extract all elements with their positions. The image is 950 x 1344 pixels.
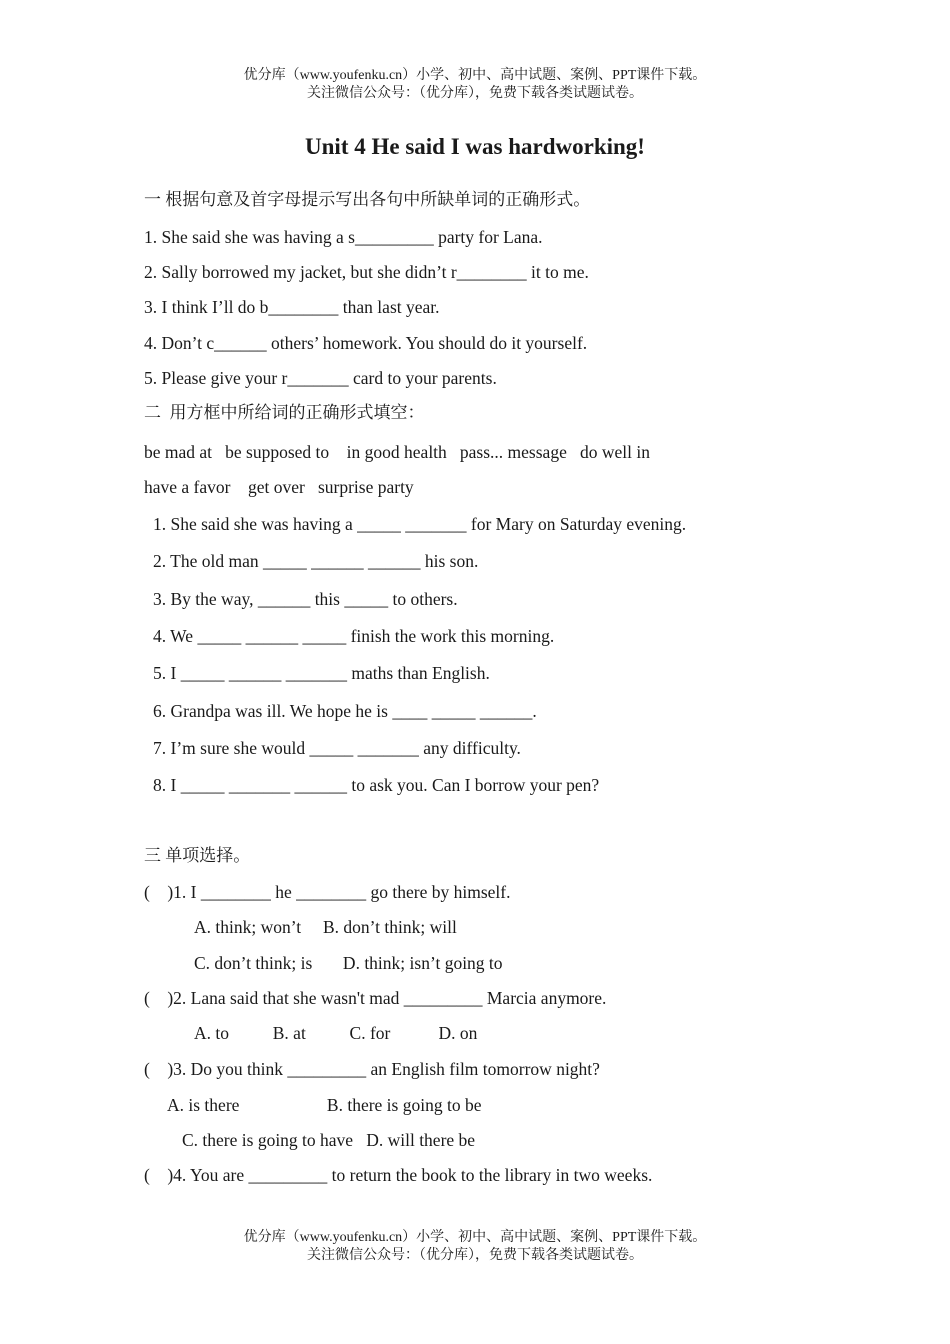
question-3: ( )3. Do you think _________ an English film tomorrow night? xyxy=(144,1059,600,1079)
section2-item-3: 3. By the way, ______ this _____ to others. xyxy=(153,589,458,609)
footer-line-2: 关注微信公众号：（优分库），免费下载各类试题试卷。 xyxy=(307,1248,643,1263)
section1-item-5: 5. Please give your r_______ card to your parents. xyxy=(144,368,497,388)
page-title: Unit 4 He said I was hardworking! xyxy=(305,134,645,159)
question-1-options-cd: C. don’t think; is D. think; isn’t going to xyxy=(194,953,503,973)
section2-heading: 二 用方框中所给词的正确形式填空： xyxy=(144,403,425,422)
question-3-options-ab: A. is there B. there is going to be xyxy=(167,1095,482,1115)
section2-item-6: 6. Grandpa was ill. We hope he is ____ _____ ______. xyxy=(153,701,537,721)
footer-line-1: 优分库（www.youfenku.cn）小学、初中、高中试题、案例、PPT课件下载。 xyxy=(243,1230,707,1245)
section3-heading: 三 单项选择。 xyxy=(144,846,251,865)
page-footer xyxy=(0,1229,950,1265)
section2-item-5: 5. I _____ ______ _______ maths than English. xyxy=(153,663,490,683)
question-3-options-cd: C. there is going to have D. will there be xyxy=(182,1130,476,1150)
section1-heading: 一 根据句意及首字母提示写出各句中所缺单词的正确形式。 xyxy=(144,190,591,209)
question-2: ( )2. Lana said that she wasn't mad _________ Marcia anymore. xyxy=(144,988,607,1008)
page-header xyxy=(0,67,950,103)
section1-item-2: 2. Sally borrowed my jacket, but she didn’t r________ it to me. xyxy=(144,262,589,282)
section1-item-3: 3. I think I’ll do b________ than last year. xyxy=(144,297,440,317)
header-line-1: 优分库（www.youfenku.cn）小学、初中、高中试题、案例、PPT课件下载。 xyxy=(243,68,707,83)
section1-item-1: 1. She said she was having a s_________ party for Lana. xyxy=(144,227,543,247)
section2-item-2: 2. The old man _____ ______ ______ his son. xyxy=(153,551,479,571)
section1-item-4: 4. Don’t c______ others’ homework. You should do it yourself. xyxy=(144,333,588,353)
header-line-2: 关注微信公众号：（优分库），免费下载各类试题试卷。 xyxy=(307,86,643,101)
question-2-options: A. to B. at C. for D. on xyxy=(194,1023,478,1043)
section2-item-1: 1. She said she was having a _____ _______ for Mary on Saturday evening. xyxy=(153,514,687,534)
section2-item-8: 8. I _____ _______ ______ to ask you. Can I borrow your pen? xyxy=(153,775,600,795)
section2-item-7: 7. I’m sure she would _____ _______ any difficulty. xyxy=(153,738,521,758)
word-box-line-2: have a favor get over surprise party xyxy=(144,477,414,497)
question-1: ( )1. I ________ he ________ go there by himself. xyxy=(144,882,511,902)
section2-item-4: 4. We _____ ______ _____ finish the work this morning. xyxy=(153,626,555,646)
question-1-options-ab: A. think; won’t B. don’t think; will xyxy=(194,917,457,937)
question-4: ( )4. You are _________ to return the book to the library in two weeks. xyxy=(144,1165,653,1185)
word-box-line-1: be mad at be supposed to in good health pass... message do well in xyxy=(144,442,650,462)
